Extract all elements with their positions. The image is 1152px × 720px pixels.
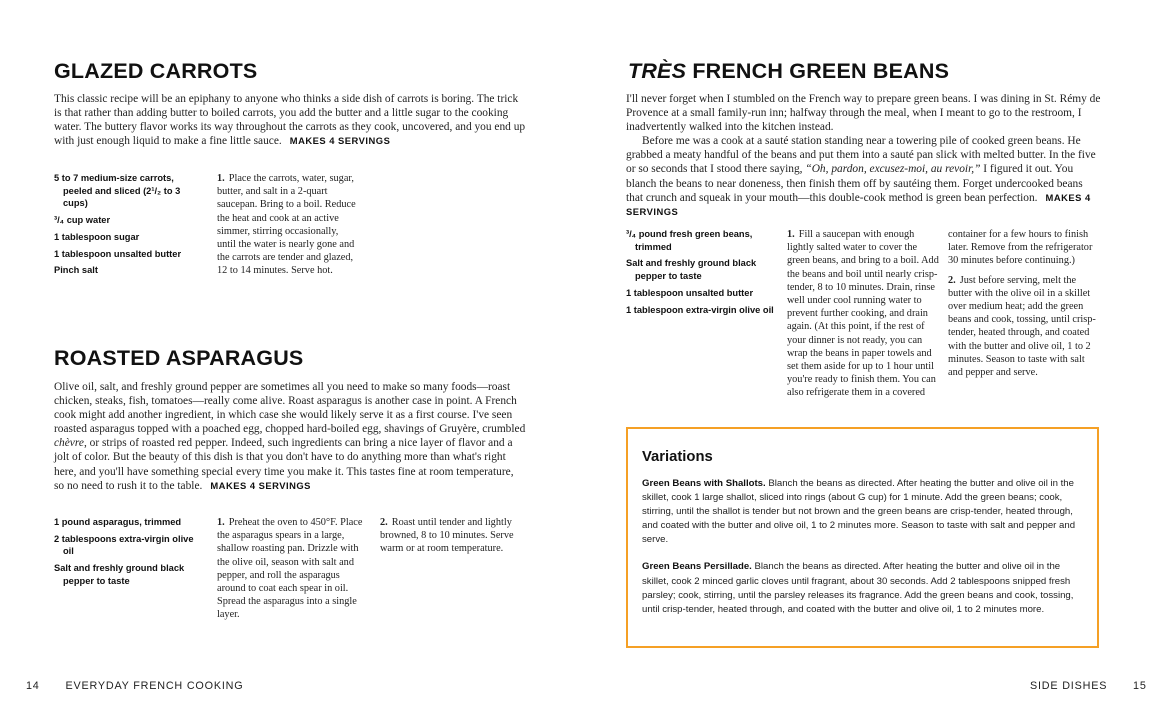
servings-label: MAKES 4 SERVINGS (626, 191, 1091, 217)
page-number: 15 (1133, 680, 1147, 692)
servings-label: MAKES 4 SERVINGS (289, 135, 391, 147)
ingredient-list-roasted-asparagus (54, 516, 204, 592)
title-rest-part: FRENCH GREEN BEANS (686, 59, 950, 83)
step-number: 2. (380, 517, 388, 528)
recipe-step (217, 172, 359, 278)
intro-paragraph-2 (626, 134, 1101, 219)
intro-text: Olive oil, salt, and freshly ground pepper are sometimes all you need to make so many foods—roast chicken, steaks, fish, tomatoes—really come alive. Roast asparagus is another case in point. A French cook might add another ingredient, in which case she would likely serve it as a first course. I've seen roasted asparagus topped with a poached egg, chopped hard-boiled egg, shavings of Gruyère, crumbled (54, 381, 526, 436)
recipe-steps-continued-green-beans (948, 228, 1100, 385)
page-footer-left (26, 680, 243, 692)
ingredient-item: Pinch salt (54, 265, 98, 276)
ingredient-item: 5 to 7 medium-size carrots, peeled and sliced (2¹/₂ to 3 cups) (54, 173, 181, 209)
step-text-continued: container for a few hours to finish later. Remove from the refrigerator 30 minutes before continuing.) (948, 229, 1093, 267)
step-text: Fill a saucepan with enough lightly salted water to cover the green beans, and bring to a boil. Add the beans and boil until nearly crisp-tender, 8 to 10 minutes. Drain, rinse well under cool running water to prevent further cooking, and drain again. (At this point, if the rest of your dinner is not ready, you can wrap the beans in paper towels and set them aside for up to 1 hour until you're ready to finish them. You can also refrigerate them in a covered (787, 229, 939, 399)
ingredient-item: 1 tablespoon unsalted butter (54, 248, 182, 259)
recipe-step-1-roasted-asparagus (217, 516, 367, 628)
recipe-intro-roasted-asparagus (54, 380, 526, 493)
ingredient-list-green-beans (626, 228, 774, 320)
recipe-step-1-green-beans (787, 228, 939, 406)
variations-box (626, 427, 1099, 648)
ingredient-list-glazed-carrots (54, 172, 204, 281)
page-number: 14 (26, 680, 40, 692)
running-header-section: SIDE DISHES (1030, 680, 1108, 692)
ingredient-item: 1 tablespoon sugar (54, 231, 140, 242)
intro-text: Before me was a cook at a sauté station standing near a towering pile of cooked green beans. He grabbed a meaty handful of the beans and put them into a sauté pan slick with melted butter. In the five or so seconds that I stood there saying, (626, 135, 1096, 176)
variations-heading: Variations (642, 449, 713, 465)
running-header-book-title: EVERYDAY FRENCH COOKING (65, 680, 244, 692)
title-italic-part: TRÈS (628, 59, 687, 83)
recipe-intro-green-beans (626, 92, 1101, 219)
intro-text: , or strips of roasted red pepper. Indeed, such ingredients can bring a nice layer of flavor and a jolt of color. But the beauty of this dish is that you don't have to do anything more than what's right here, and you'll have something special every time you make it. This tastes fine at room temperature, so no need to rush it to the table. (54, 437, 514, 492)
recipe-title-green-beans (628, 59, 949, 84)
step-number: 1. (787, 229, 795, 240)
recipe-step-2-roasted-asparagus (380, 516, 520, 562)
step-text: Just before serving, melt the butter with the olive oil in a skillet over medium heat; add the green beans and cook, tossing, until crisp-tender, heated through, and coated with the butter and olive oil, 1 to 2 minutes. Season to taste with salt and pepper and serve. (948, 274, 1096, 379)
step-number: 1. (217, 173, 225, 184)
servings-label: MAKES 4 SERVINGS (210, 479, 311, 491)
variation-item (642, 477, 1083, 547)
step-text: Roast until tender and lightly browned, 8 to 10 minutes. Serve warm or at room temperature. (380, 517, 514, 555)
intro-text: This classic recipe will be an epiphany to anyone who thinks a side dish of carrots is boring. The trick is that rather than adding butter to boiled carrots, you add the butter and a little sugar to the cooking water. The buttery flavor works its way throughout the carrots as they cook, uncovered, and you end up with just enough liquid to make a fine little sauce. (54, 93, 526, 148)
variation-text: Blanch the beans as directed. After heating the butter and olive oil in the skillet, cook 1 large shallot, sliced into rings (about G cup) for 1 minute. Add the green beans; cook, stirring, until the shallot is tender but not brown and the green beans are crisp-tender, heated through, and coated with the butter and olive oil, 1 to 2 minutes more. Season to taste with salt and pepper and serve. (642, 478, 1076, 546)
ingredient-item: ³/₄ pound fresh green beans, trimmed (626, 229, 753, 252)
step-number: 2. (948, 274, 956, 286)
intro-quote: “Oh, pardon, excusez-moi, au revoir,” (805, 163, 981, 176)
ingredient-item: 2 tablespoons extra-virgin olive oil (54, 533, 194, 557)
ingredient-item: ³/₄ cup water (54, 214, 111, 225)
intro-paragraph-1: I'll never forget when I stumbled on the French way to prepare green beans. I was dining in St. Rémy de Provence at a small family-run inn; halfway through the meal, when I meant to go to the restroom, I inadvertently walked into the kitchen instead. (626, 93, 1101, 134)
intro-text: I figured it out. You blanch the beans to near doneness, then finish them off by sautéing them. Forget undercooked beans that crunch and squeak in your mouth—this double-cook method is green bean perfection. (626, 163, 1083, 204)
variation-text: Blanch the beans as directed. After heating the butter and olive oil in the skillet, cook 2 minced garlic cloves until fragrant, about 30 seconds. Add 2 tablespoons snipped fresh parsley; cook, stirring, until the parsley releases its fragrance. Add the green beans and cook, tossing, until crisp-tender, heated through, and coated with the butter and olive oil, 1 to 2 minutes more. (642, 561, 1074, 615)
variation-name: Green Beans with Shallots. (642, 478, 766, 489)
variation-item (642, 560, 1083, 616)
recipe-title-glazed-carrots: GLAZED CARROTS (54, 59, 258, 83)
ingredient-item: 1 tablespoon extra-virgin olive oil (626, 304, 774, 315)
ingredient-item: 1 pound asparagus, trimmed (54, 517, 182, 527)
recipe-title-roasted-asparagus: ROASTED ASPARAGUS (54, 346, 304, 370)
step-number: 1. (217, 517, 225, 528)
ingredient-item: Salt and freshly ground black pepper to taste (626, 258, 757, 281)
page-footer-right (1030, 680, 1147, 692)
variation-name: Green Beans Persillade. (642, 561, 752, 573)
ingredient-item: Salt and freshly ground black pepper to taste (54, 563, 185, 586)
step-text: Place the carrots, water, sugar, butter, and salt in a 2-quart saucepan. Bring to a boil. Reduce the heat and cook at an active simmer, stirring occasionally, until the water is nearly gone and the carrots are tender and glazed, 12 to 14 minutes. Serve hot. (217, 173, 356, 277)
recipe-steps-glazed-carrots (217, 172, 359, 284)
recipe-step-2-green-beans (948, 274, 1100, 380)
intro-italic-text: chèvre (54, 437, 84, 450)
ingredient-item: 1 tablespoon unsalted butter (626, 287, 754, 298)
recipe-intro-glazed-carrots (54, 92, 526, 148)
step-text: Preheat the oven to 450°F. Place the asparagus spears in a large, shallow roasting pan. Drizzle with the olive oil, season with salt and pepper, and roll the asparagus around to coat each spear in oil. Spread the asparagus into a single layer. (217, 517, 363, 621)
